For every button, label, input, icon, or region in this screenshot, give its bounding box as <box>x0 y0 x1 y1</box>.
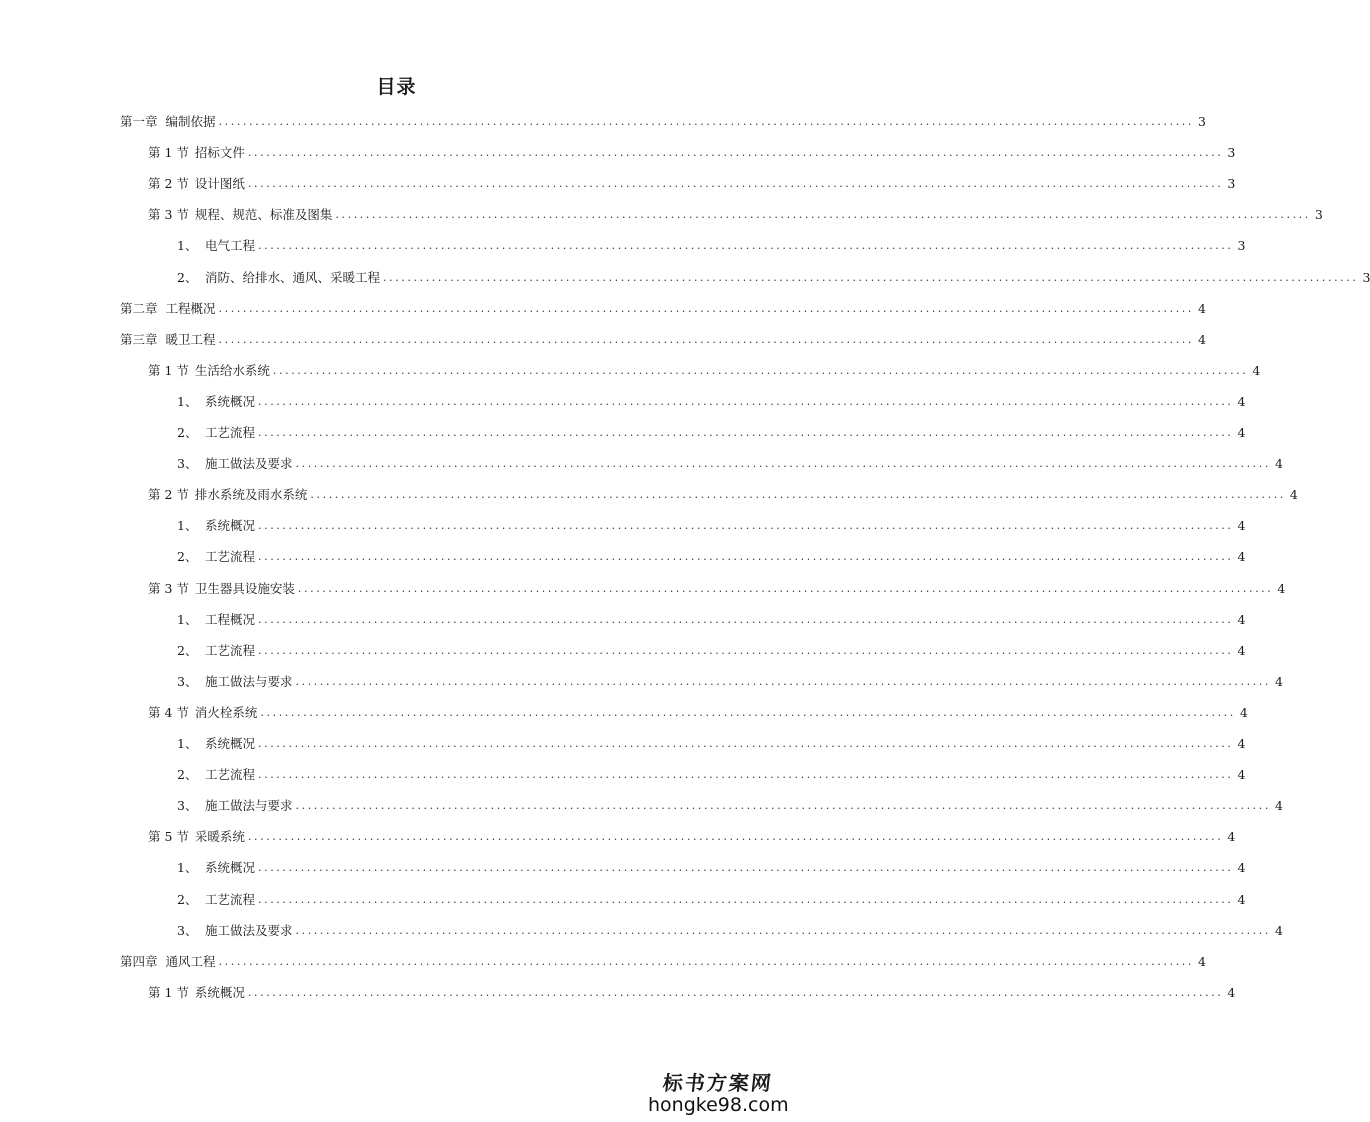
toc-leader-dots: ................................................................................................................................................................ <box>260 705 1236 719</box>
toc-entry-text: 工程概况 <box>165 300 216 316</box>
toc-entry-number: 1、 <box>177 736 198 751</box>
toc-entry-number: 第四章 <box>120 953 158 969</box>
toc-entry[interactable] <box>0 172 1236 192</box>
toc-entry-page: 4 <box>1237 518 1246 534</box>
toc-entry-number: 3、 <box>177 798 198 814</box>
toc-entry-text: 排水系统及雨水系统 <box>194 487 308 503</box>
toc-entry[interactable] <box>0 141 1236 161</box>
toc-entry-label <box>148 487 307 503</box>
toc-entry-page: 3 <box>1197 114 1206 129</box>
toc-entry-number: 2、 <box>177 549 198 565</box>
toc-leader-dots: ................................................................................................................................................................ <box>218 115 1194 128</box>
toc-leader-dots: ................................................................................................................................................................ <box>310 488 1286 502</box>
toc-entry-number: 第 5 节 <box>148 829 189 845</box>
toc-entry-text: 卫生器具设施安装 <box>194 580 295 596</box>
toc-entry-page: 4 <box>1289 487 1298 503</box>
toc-leader-dots: ................................................................................................................................................................ <box>218 954 1194 968</box>
toc-entry-page: 3 <box>1362 269 1370 285</box>
toc-entry-text: 设计图纸 <box>194 176 245 192</box>
toc-entry[interactable] <box>0 452 1283 472</box>
toc-entry-number: 第 1 节 <box>148 362 189 378</box>
toc-entry[interactable] <box>0 328 1206 348</box>
toc-entry-text: 消防、给排水、通风、采暖工程 <box>205 269 381 285</box>
toc-entry-label <box>120 301 216 317</box>
toc-entry-label <box>177 456 293 472</box>
watermark <box>648 1067 788 1116</box>
toc-entry-label <box>148 176 245 192</box>
toc-entry-label <box>148 363 270 379</box>
toc-entry-label <box>177 923 293 939</box>
toc-entry-page: 4 <box>1274 456 1283 472</box>
toc-entry[interactable] <box>0 514 1246 534</box>
toc-entry-number: 第 4 节 <box>148 704 189 720</box>
toc-entry-page: 4 <box>1197 331 1206 347</box>
toc-leader-dots: ................................................................................................................................................................ <box>335 208 1311 222</box>
toc-entry-text: 系统概况 <box>205 736 256 751</box>
toc-entry-text: 施工做法与要求 <box>205 673 293 689</box>
toc-entry-number: 第 3 节 <box>148 207 189 223</box>
toc-entry-label <box>177 674 293 690</box>
toc-entry[interactable] <box>0 110 1206 130</box>
toc-leader-dots: ................................................................................................................................................................ <box>247 830 1224 844</box>
toc-entry-number: 1、 <box>177 393 198 409</box>
toc-entry[interactable] <box>0 234 1246 254</box>
toc-entry[interactable] <box>0 639 1246 659</box>
toc-leader-dots: ................................................................................................................................................................ <box>297 581 1274 595</box>
toc-entry-text: 系统概况 <box>194 984 245 1000</box>
toc-entry-text: 规程、规范、标准及图集 <box>194 207 333 223</box>
toc-entry-page: 4 <box>1237 549 1246 565</box>
toc-leader-dots: ................................................................................................................................................................ <box>258 892 1234 906</box>
toc-entry-label <box>177 394 255 410</box>
page-title: 目录 <box>376 76 417 98</box>
toc-entry-label <box>177 425 255 441</box>
toc-entry[interactable] <box>0 825 1236 845</box>
toc-entry-label <box>120 114 216 130</box>
toc-leader-dots: ................................................................................................................................................................ <box>258 426 1234 439</box>
toc-entry-label <box>177 643 255 659</box>
toc-leader-dots: ................................................................................................................................................................ <box>218 332 1194 346</box>
toc-leader-dots: ................................................................................................................................................................ <box>247 146 1224 160</box>
toc-entry[interactable] <box>0 763 1246 783</box>
toc-leader-dots: ................................................................................................................................................................ <box>247 985 1224 999</box>
toc-entry[interactable] <box>0 701 1248 721</box>
toc-entry[interactable] <box>0 608 1246 628</box>
toc-entry-number: 第 1 节 <box>148 984 189 1000</box>
toc-entry-text: 招标文件 <box>194 145 245 161</box>
toc-entry[interactable] <box>0 359 1261 379</box>
toc-entry-number: 1、 <box>177 611 198 627</box>
toc-entry-label <box>177 518 255 534</box>
toc-entry-number: 第一章 <box>120 114 158 129</box>
toc-entry-page: 4 <box>1237 736 1246 751</box>
toc-entry[interactable] <box>0 670 1283 690</box>
watermark-cn: 标书方案网 <box>661 1071 775 1095</box>
toc-entry-text: 工艺流程 <box>205 767 256 783</box>
toc-entry-text: 电气工程 <box>205 238 256 254</box>
toc-entry-page: 4 <box>1239 704 1248 720</box>
toc-entry[interactable] <box>0 390 1246 410</box>
toc-entry-label <box>148 985 245 1001</box>
toc-entry[interactable] <box>0 981 1236 1001</box>
toc-entry[interactable] <box>0 577 1286 597</box>
toc-leader-dots: ................................................................................................................................................................ <box>295 457 1271 471</box>
toc-entry-text: 暖卫工程 <box>165 331 216 347</box>
toc-entry[interactable] <box>0 297 1206 317</box>
toc-entry-label <box>148 207 332 223</box>
toc-leader-dots: ................................................................................................................................................................ <box>258 394 1234 408</box>
toc-entry-page: 3 <box>1227 145 1236 161</box>
toc-entry-label <box>120 954 216 970</box>
toc-entry-number: 第 3 节 <box>148 580 189 596</box>
toc-entry-label <box>177 736 255 752</box>
toc-entry[interactable] <box>0 856 1246 876</box>
toc-entry-text: 系统概况 <box>205 860 256 876</box>
toc-entry-text: 工艺流程 <box>205 891 256 907</box>
toc-entry-text: 系统概况 <box>205 518 256 534</box>
toc-entry-page: 4 <box>1237 860 1246 876</box>
watermark-url: hongke98.com <box>648 1094 789 1116</box>
toc-entry-page: 4 <box>1197 300 1206 316</box>
toc-entry-number: 第 1 节 <box>148 145 189 161</box>
toc-leader-dots: ................................................................................................................................................................ <box>295 799 1271 813</box>
toc-entry-text: 编制依据 <box>165 114 216 129</box>
toc-entry-text: 工艺流程 <box>205 425 256 440</box>
toc-entry-page: 4 <box>1274 673 1283 689</box>
toc-entry-number: 3、 <box>177 922 198 938</box>
toc-entry[interactable] <box>0 545 1246 565</box>
toc-entry[interactable] <box>0 266 1370 286</box>
toc-entry-number: 3、 <box>177 673 198 689</box>
toc-entry-number: 2、 <box>177 891 198 907</box>
toc-entry-page: 4 <box>1237 767 1246 783</box>
toc-entry-label <box>177 798 293 814</box>
toc-entry[interactable] <box>0 919 1283 939</box>
toc-entry-number: 1、 <box>177 238 198 254</box>
toc-entry-number: 3、 <box>177 456 198 472</box>
toc-entry-text: 系统概况 <box>205 393 256 409</box>
toc-leader-dots: ................................................................................................................................................................ <box>383 270 1359 284</box>
toc-leader-dots: ................................................................................................................................................................ <box>258 519 1234 533</box>
toc-entry-number: 2、 <box>177 767 198 783</box>
toc-entry-label <box>177 860 255 876</box>
toc-entry-label <box>177 549 255 565</box>
toc-entry-page: 4 <box>1237 425 1246 440</box>
toc-leader-dots: ................................................................................................................................................................ <box>258 643 1234 657</box>
toc-entry-page: 4 <box>1197 953 1206 969</box>
toc-entry-text: 施工做法及要求 <box>205 456 293 472</box>
toc-entry-text: 消火栓系统 <box>194 704 258 720</box>
toc-leader-dots: ................................................................................................................................................................ <box>258 737 1234 750</box>
toc-entry-number: 2、 <box>177 425 198 440</box>
toc-entry-number: 第二章 <box>120 300 158 316</box>
toc-entry-text: 生活给水系统 <box>194 362 270 378</box>
toc-entry-text: 工艺流程 <box>205 549 256 565</box>
toc-leader-dots: ................................................................................................................................................................ <box>258 612 1234 626</box>
toc-entry-label <box>148 705 257 721</box>
toc-entry-page: 4 <box>1227 984 1236 1000</box>
toc-entry[interactable] <box>0 888 1246 908</box>
toc-entry-label <box>177 892 255 908</box>
toc-entry-label <box>177 767 255 783</box>
toc-entry-page: 3 <box>1237 238 1246 254</box>
toc-entry-number: 第 2 节 <box>148 176 189 192</box>
toc-entry-page: 4 <box>1237 393 1246 409</box>
toc-entry-page: 3 <box>1227 176 1236 192</box>
toc-entry[interactable] <box>0 794 1283 814</box>
toc-entry-page: 4 <box>1274 798 1283 814</box>
toc-entry[interactable] <box>0 421 1246 441</box>
toc-entry-page: 4 <box>1274 922 1283 938</box>
toc-entry-page: 4 <box>1227 829 1236 845</box>
toc-entry-page: 4 <box>1277 580 1286 596</box>
toc-entry-page: 4 <box>1237 611 1246 627</box>
toc-entry-text: 施工做法及要求 <box>205 922 293 938</box>
toc-entry-number: 第 2 节 <box>148 487 189 503</box>
toc-leader-dots: ................................................................................................................................................................ <box>218 301 1194 315</box>
toc-entry-text: 工程概况 <box>205 611 256 627</box>
toc-entry-label <box>120 332 216 348</box>
toc-leader-dots: ................................................................................................................................................................ <box>258 861 1234 875</box>
toc-entry-page: 3 <box>1314 207 1323 223</box>
toc-entry[interactable] <box>0 203 1323 223</box>
toc-entry-label <box>177 238 255 254</box>
toc-leader-dots: ................................................................................................................................................................ <box>295 674 1271 688</box>
toc-entry-page: 4 <box>1237 891 1246 907</box>
toc-entry-page: 4 <box>1252 362 1261 378</box>
toc-leader-dots: ................................................................................................................................................................ <box>272 363 1249 377</box>
toc-entry-number: 1、 <box>177 518 198 534</box>
toc-leader-dots: ................................................................................................................................................................ <box>295 923 1271 937</box>
toc-entry-label <box>148 145 245 161</box>
toc-leader-dots: ................................................................................................................................................................ <box>247 177 1224 191</box>
toc-entry[interactable] <box>0 732 1246 752</box>
toc-leader-dots: ................................................................................................................................................................ <box>258 239 1234 253</box>
toc-entry-page: 4 <box>1237 642 1246 658</box>
toc-entry-label <box>177 270 380 286</box>
toc-entry-number: 第三章 <box>120 331 158 347</box>
toc-entry-label <box>177 612 255 628</box>
toc-entry-number: 2、 <box>177 642 198 658</box>
toc-entry-text: 通风工程 <box>165 953 216 969</box>
toc-entry-text: 采暖系统 <box>194 829 245 845</box>
toc-entry-label <box>148 829 245 845</box>
toc-entry-text: 施工做法与要求 <box>205 798 293 814</box>
toc-entry-label <box>148 581 295 597</box>
toc-entry[interactable] <box>0 483 1298 503</box>
toc-entry[interactable] <box>0 950 1206 970</box>
toc-leader-dots: ................................................................................................................................................................ <box>258 550 1234 564</box>
toc-leader-dots: ................................................................................................................................................................ <box>258 768 1234 782</box>
toc-entry-number: 2、 <box>177 269 198 285</box>
toc-entry-number: 1、 <box>177 860 198 876</box>
toc-entry-text: 工艺流程 <box>205 642 256 658</box>
